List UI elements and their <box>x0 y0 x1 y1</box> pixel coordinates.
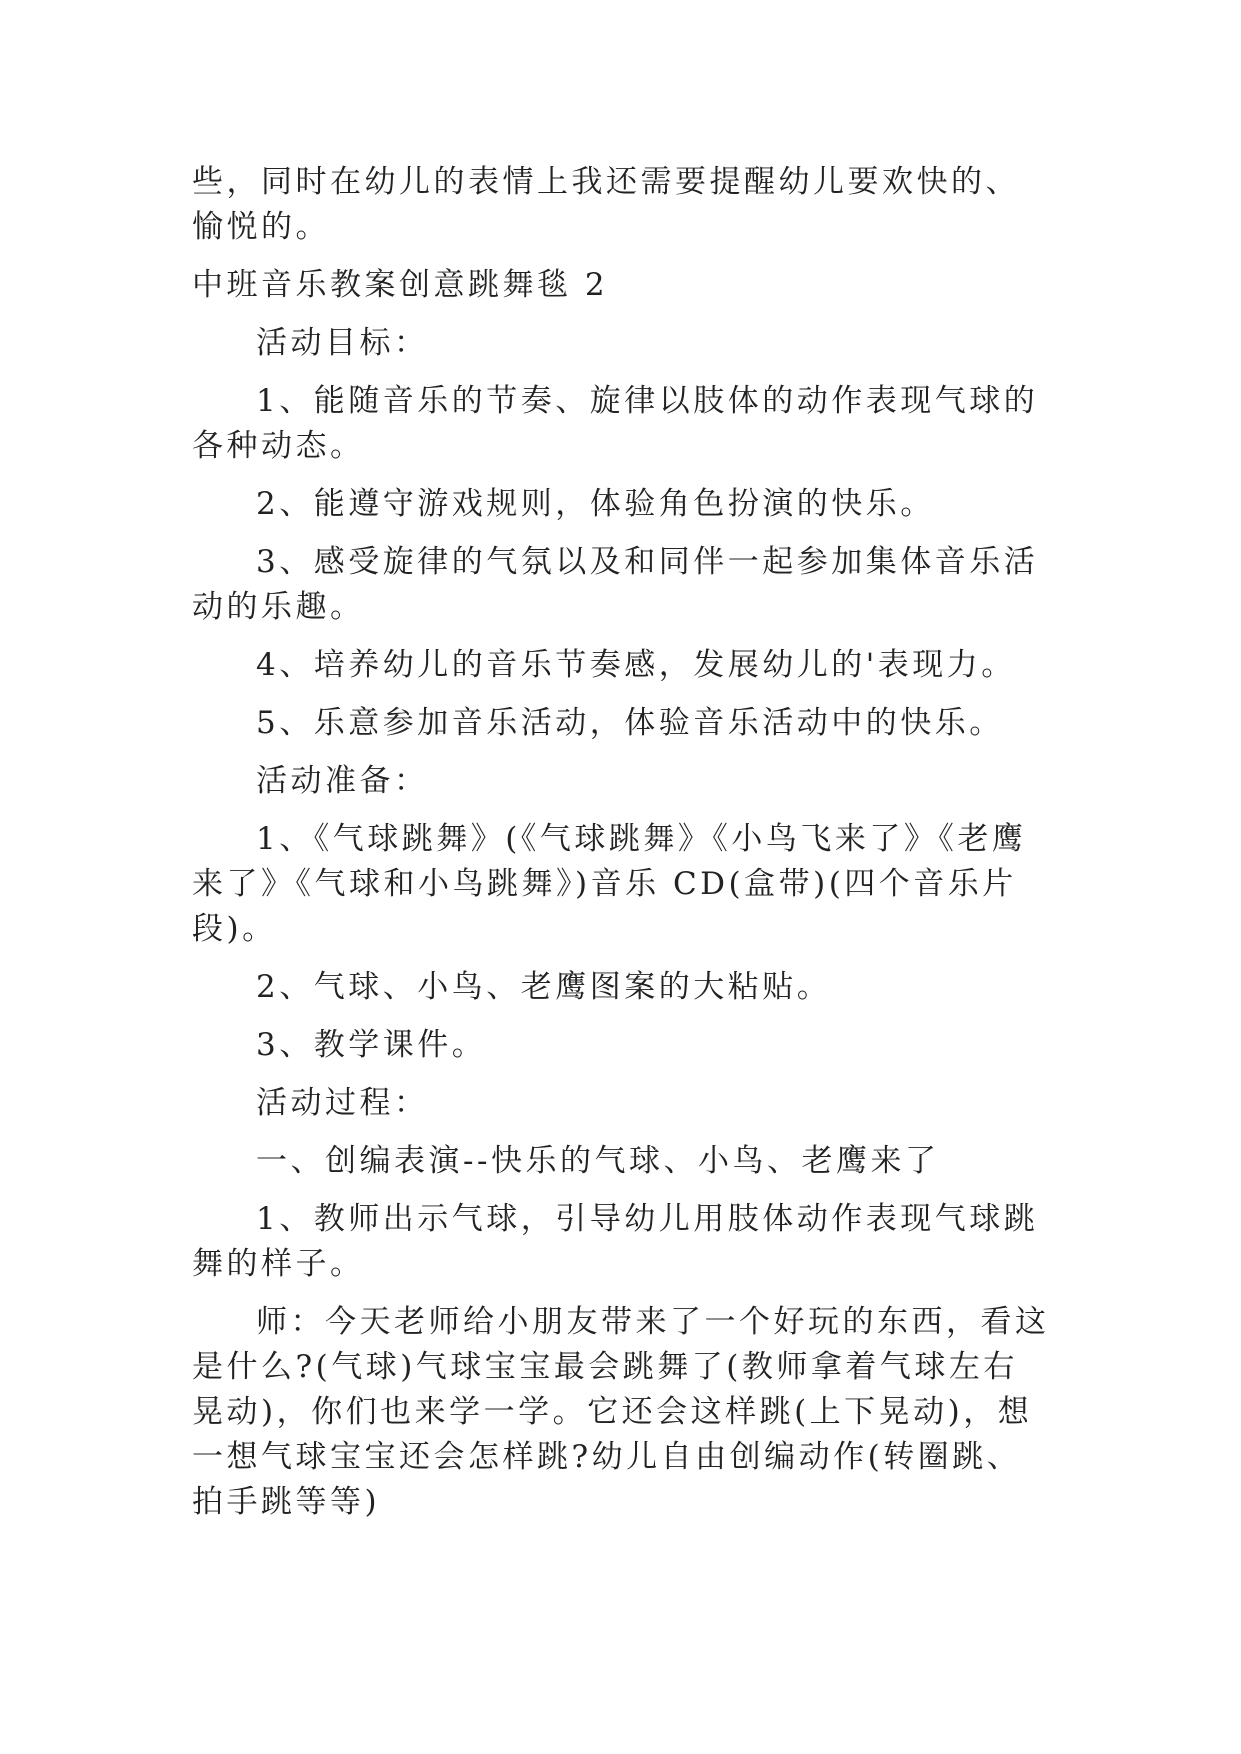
goal-item-4: 4、培养幼儿的音乐节奏感，发展幼儿的'表现力。 <box>256 647 1016 683</box>
goal-item-3: 3、感受旋律的气氛以及和同伴一起参加集体音乐活动的乐趣。 <box>192 544 1039 625</box>
goal-item-2: 2、能遵守游戏规则，体验角色扮演的快乐。 <box>256 486 935 522</box>
subheading-activity-process: 活动过程： <box>256 1085 429 1121</box>
preparation-item-2: 2、气球、小鸟、老鹰图案的大粘贴。 <box>256 969 832 1005</box>
subheading-activity-goals: 活动目标： <box>256 325 429 361</box>
document-body <box>192 160 1052 1538</box>
preparation-item-1: 1、《气球跳舞》(《气球跳舞》《小鸟飞来了》《老鹰来了》《气球和小鸟跳舞》)音乐 CD(盒带)(四个音乐片段)。 <box>192 821 1027 947</box>
goal-item-5: 5、乐意参加音乐活动，体验音乐活动中的快乐。 <box>256 705 1004 741</box>
subheading-activity-preparation: 活动准备： <box>256 763 429 799</box>
paragraph-continuation: 些，同时在幼儿的表情上我还需要提醒幼儿要欢快的、愉悦的。 <box>192 164 1020 245</box>
process-substep-1: 1、教师出示气球，引导幼儿用肢体动作表现气球跳舞的样子。 <box>192 1201 1039 1282</box>
goal-item-1: 1、能随音乐的节奏、旋律以肢体的动作表现气球的各种动态。 <box>192 383 1039 464</box>
section-title: 中班音乐教案创意跳舞毯 2 <box>192 267 609 303</box>
teacher-dialogue: 师：今天老师给小朋友带来了一个好玩的东西，看这是什么?(气球)气球宝宝最会跳舞了(教师拿着气球左右晃动)，你们也来学一学。它还会这样跳(上下晃动)，想一想气球宝宝还会怎样跳?幼儿自由创编动作(转圈跳、拍手跳等等) <box>192 1304 1050 1520</box>
preparation-item-3: 3、教学课件。 <box>256 1027 487 1063</box>
process-step-1: 一、创编表演--快乐的气球、小鸟、老鹰来了 <box>256 1143 940 1179</box>
